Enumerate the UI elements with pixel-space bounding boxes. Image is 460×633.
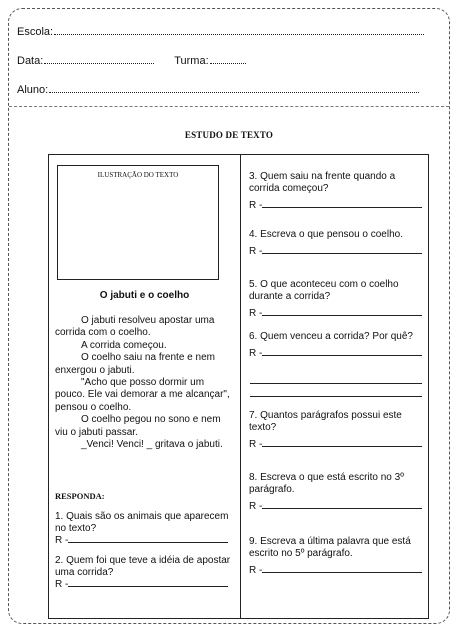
story-paragraph: O coelho saiu na frente e nem enxergou o jabuti. — [55, 352, 215, 376]
date-class-field — [17, 55, 246, 67]
class-blank[interactable] — [210, 62, 246, 64]
story-paragraph: O coelho pegou no sono e nem viu o jabuti passar. — [55, 414, 221, 438]
section-title: ESTUDO DE TEXTO — [184, 130, 274, 140]
question-text: 9. Escreva a última palavra que está escrito no 5º parágrafo. — [249, 536, 411, 559]
story-paragraph: O jabuti resolveu apostar uma corrida com o coelho. — [55, 315, 215, 339]
question-text: 3. Quem saiu na frente quando a corrida começou? — [249, 171, 396, 194]
exercise-box — [48, 154, 429, 619]
story-text — [55, 315, 235, 451]
question-text: 1. Quais são os animais que aparecem no texto? — [55, 511, 229, 534]
extra-answer-line[interactable] — [250, 396, 422, 397]
header-divider — [9, 106, 449, 107]
story-title: O jabuti e o coelho — [99, 290, 190, 301]
story-paragraph: _Venci! Venci! _ gritava o jabuti. — [81, 439, 223, 451]
question-text: 2. Quem foi que teve a idéia de apostar uma corrida? — [55, 555, 231, 578]
question-1 — [55, 511, 233, 547]
question-8 — [249, 472, 425, 513]
question-text: 5. O que aconteceu com o coelho durante a corrida? — [249, 279, 399, 302]
answer-line-3[interactable]: R - — [249, 200, 425, 212]
class-label: Turma: — [174, 55, 209, 67]
illustration-label: ILUSTRAÇÃO DO TEXTO — [97, 171, 179, 179]
column-divider — [240, 155, 241, 618]
question-2 — [55, 555, 233, 591]
story-paragraph: A corrida começou. — [81, 339, 167, 351]
question-5 — [249, 279, 425, 320]
answer-line-1[interactable]: R - — [55, 535, 228, 546]
answer-line-4[interactable]: R - — [249, 246, 425, 258]
answer-line-8[interactable]: R - — [249, 501, 425, 513]
question-6 — [249, 331, 425, 360]
question-7 — [249, 410, 425, 451]
date-label: Data: — [17, 55, 44, 67]
worksheet — [8, 8, 450, 624]
question-text: 6. Quem venceu a corrida? Por quê? — [249, 331, 413, 342]
student-field — [17, 84, 419, 96]
answer-line-5[interactable]: R - — [249, 308, 425, 320]
school-label: Escola: — [17, 26, 54, 38]
school-field — [17, 26, 424, 38]
extra-answer-line[interactable] — [250, 383, 422, 384]
answer-line-2[interactable]: R - — [55, 579, 228, 590]
question-text: 7. Quantos parágrafos possui este texto? — [249, 410, 402, 433]
illustration-box — [57, 165, 219, 280]
responda-heading: RESPONDA: — [55, 491, 105, 501]
answer-line-9[interactable]: R - — [249, 565, 425, 577]
question-3 — [249, 171, 425, 212]
school-blank[interactable] — [54, 33, 424, 35]
date-blank[interactable] — [44, 62, 154, 64]
answer-line-7[interactable]: R - — [249, 439, 425, 451]
student-label: Aluno: — [17, 84, 49, 96]
question-text: 4. Escreva o que pensou o coelho. — [249, 229, 403, 240]
student-blank[interactable] — [49, 91, 419, 93]
question-4 — [249, 229, 425, 258]
question-9 — [249, 536, 425, 577]
question-text: 8. Escreva o que está escrito no 3º parágrafo. — [249, 472, 404, 495]
answer-line-6[interactable]: R - — [249, 348, 425, 360]
story-paragraph: "Acho que posso dormir um pouco. Ele vai demorar a me alcançar", pensou o coelho. — [55, 377, 230, 413]
